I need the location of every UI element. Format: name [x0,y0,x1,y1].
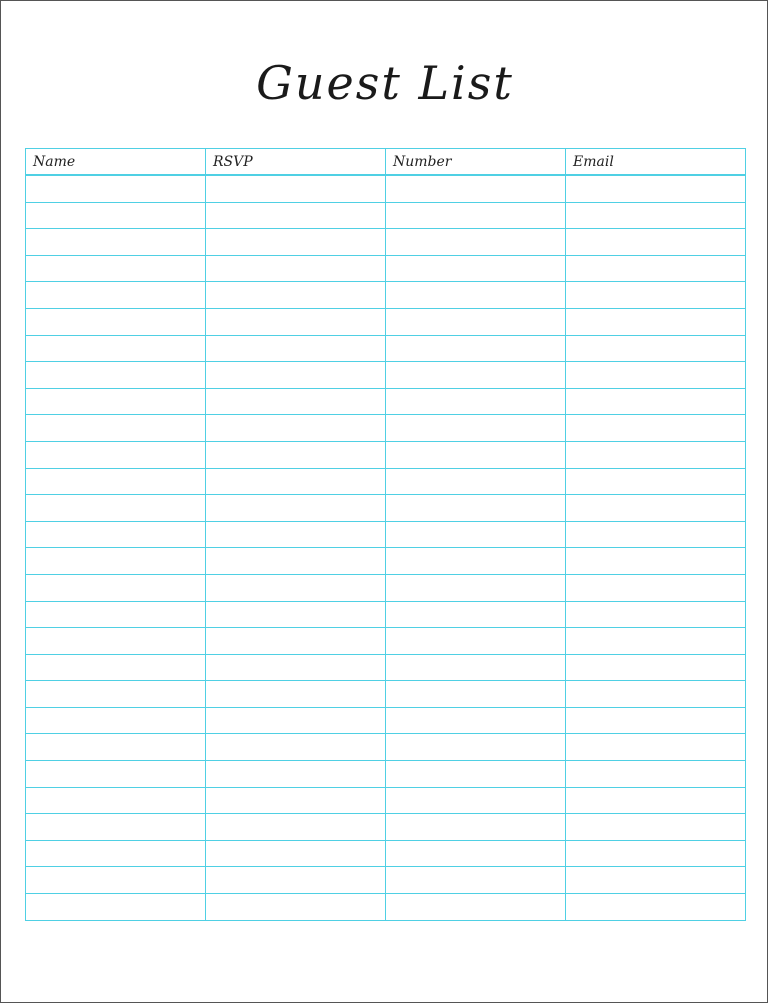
cell-number [386,202,566,229]
cell-rsvp [206,388,386,415]
cell-email [566,335,746,362]
cell-email [566,415,746,442]
cell-email [566,681,746,708]
cell-number [386,840,566,867]
cell-number [386,255,566,282]
table-row [26,761,746,788]
cell-number [386,601,566,628]
cell-name [26,229,206,256]
cell-email [566,468,746,495]
cell-rsvp [206,761,386,788]
cell-number [386,441,566,468]
column-header-number: Number [386,149,566,176]
cell-name [26,202,206,229]
column-header-name: Name [26,149,206,176]
cell-email [566,654,746,681]
cell-email [566,441,746,468]
cell-name [26,894,206,921]
table-row [26,601,746,628]
table-row [26,415,746,442]
cell-number [386,707,566,734]
cell-email [566,574,746,601]
cell-email [566,255,746,282]
cell-email [566,840,746,867]
cell-number [386,468,566,495]
cell-number [386,654,566,681]
cell-name [26,574,206,601]
cell-number [386,787,566,814]
cell-email [566,388,746,415]
table-row [26,707,746,734]
cell-rsvp [206,681,386,708]
cell-name [26,681,206,708]
cell-name [26,441,206,468]
cell-email [566,787,746,814]
table-row [26,867,746,894]
column-header-email: Email [566,149,746,176]
cell-name [26,362,206,389]
cell-email [566,628,746,655]
table-row [26,814,746,841]
cell-rsvp [206,362,386,389]
cell-email [566,495,746,522]
cell-rsvp [206,229,386,256]
cell-number [386,495,566,522]
cell-number [386,867,566,894]
cell-name [26,548,206,575]
table-row [26,628,746,655]
cell-email [566,362,746,389]
cell-name [26,601,206,628]
cell-email [566,229,746,256]
cell-rsvp [206,707,386,734]
table-row [26,894,746,921]
cell-number [386,282,566,309]
cell-number [386,734,566,761]
cell-number [386,308,566,335]
table-row [26,335,746,362]
cell-name [26,468,206,495]
cell-email [566,548,746,575]
table-row [26,681,746,708]
table-row [26,521,746,548]
table-row [26,175,746,202]
cell-name [26,628,206,655]
cell-name [26,282,206,309]
table-row [26,229,746,256]
table-row [26,282,746,309]
cell-name [26,521,206,548]
cell-rsvp [206,601,386,628]
cell-number [386,628,566,655]
cell-name [26,707,206,734]
table-row [26,734,746,761]
cell-number [386,388,566,415]
cell-rsvp [206,521,386,548]
cell-number [386,894,566,921]
cell-rsvp [206,495,386,522]
cell-rsvp [206,335,386,362]
cell-name [26,175,206,202]
cell-number [386,335,566,362]
cell-email [566,814,746,841]
cell-email [566,175,746,202]
cell-name [26,255,206,282]
cell-number [386,415,566,442]
cell-email [566,734,746,761]
table-row [26,654,746,681]
cell-name [26,335,206,362]
header-row [26,149,746,176]
cell-email [566,894,746,921]
cell-rsvp [206,814,386,841]
cell-name [26,867,206,894]
cell-name [26,388,206,415]
table-row [26,362,746,389]
column-header-rsvp: RSVP [206,149,386,176]
cell-number [386,814,566,841]
cell-rsvp [206,734,386,761]
cell-number [386,574,566,601]
page-title: Guest List [256,56,514,110]
cell-name [26,415,206,442]
cell-number [386,548,566,575]
cell-email [566,521,746,548]
cell-rsvp [206,548,386,575]
table-row [26,308,746,335]
cell-number [386,175,566,202]
cell-email [566,308,746,335]
table-row [26,255,746,282]
cell-number [386,521,566,548]
table-row [26,468,746,495]
cell-rsvp [206,468,386,495]
cell-name [26,840,206,867]
cell-email [566,761,746,788]
cell-rsvp [206,255,386,282]
cell-email [566,601,746,628]
cell-rsvp [206,840,386,867]
cell-rsvp [206,308,386,335]
cell-number [386,362,566,389]
cell-email [566,707,746,734]
cell-rsvp [206,202,386,229]
cell-rsvp [206,175,386,202]
cell-name [26,654,206,681]
table-row [26,787,746,814]
cell-name [26,761,206,788]
table-row [26,388,746,415]
cell-rsvp [206,282,386,309]
cell-number [386,681,566,708]
table-row [26,495,746,522]
cell-rsvp [206,787,386,814]
cell-rsvp [206,441,386,468]
cell-email [566,202,746,229]
cell-rsvp [206,654,386,681]
cell-rsvp [206,867,386,894]
cell-name [26,787,206,814]
table-row [26,548,746,575]
cell-rsvp [206,415,386,442]
table-row [26,441,746,468]
cell-rsvp [206,628,386,655]
cell-number [386,229,566,256]
table-row [26,202,746,229]
cell-name [26,814,206,841]
guest-rows [26,175,746,920]
table-row [26,840,746,867]
cell-name [26,734,206,761]
cell-name [26,308,206,335]
cell-rsvp [206,574,386,601]
cell-email [566,867,746,894]
cell-number [386,761,566,788]
cell-rsvp [206,894,386,921]
guest-list-table [25,148,746,921]
table-row [26,574,746,601]
cell-name [26,495,206,522]
cell-email [566,282,746,309]
